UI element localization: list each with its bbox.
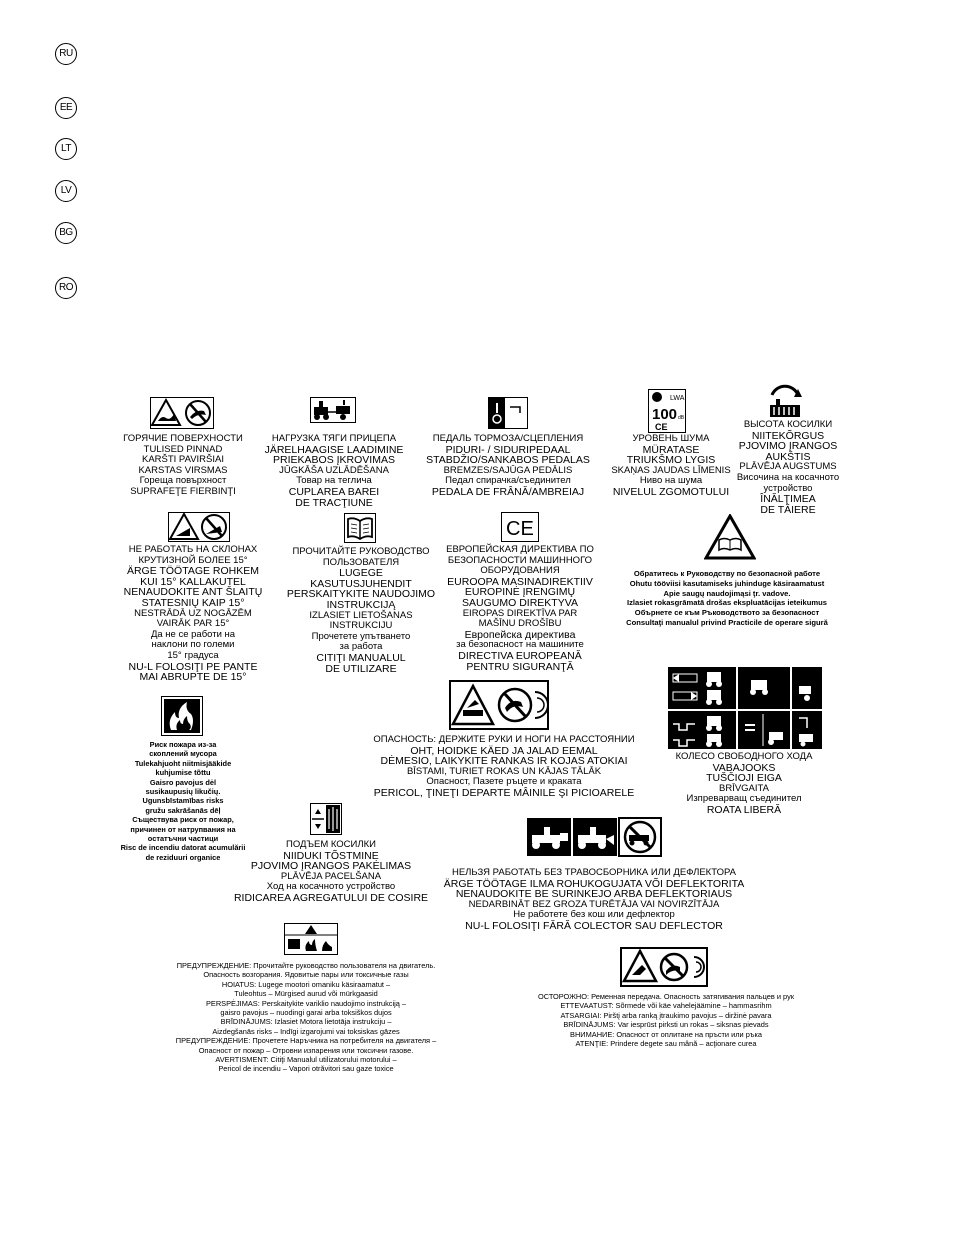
brake-clutch-pedal-label: ПЕДАЛЬ ТОРМОЗА/СЦЕПЛЕНИЯ PIDURI- / SIDURIPEDAAL STABDŽIO/SANKABOS PEDALAS BREMZES/SAJŪGA PEDĀLIS Педал спирачка/съединител PEDALA DE FRÂNĂ/AMBREIAJ bbox=[426, 433, 590, 498]
collector-deflector-icon bbox=[526, 817, 662, 857]
lang-badge-ru: RU bbox=[55, 43, 77, 65]
read-manual-icon bbox=[344, 513, 376, 543]
noise-level-icon bbox=[648, 389, 686, 433]
ce-mark-text: CE bbox=[506, 518, 534, 540]
collector-deflector-label: НЕЛЬЗЯ РАБОТАТЬ БЕЗ ТРАВОСБОРНИКА ИЛИ ДЕФЛЕКТОРА ÄRGE TÖÖTAGE ILMA ROHUKOGUJATA VÕI DEFLEKTORITA NENAUDOKITE BE SURINKEJO ARBA DEFLEKTORIAUS NEDARBINĀT BEZ GROZA TURĒTĀJA VAI NOVIRZĪTĀJA Не работете без кош или дефлектор NU-L FOLOSIŢI FĂRĂ COLECTOR SAU DEFLECTOR bbox=[443, 867, 745, 932]
noise-level-label: УРОВЕНЬ ШУМА MÜRATASE TRIUKŠMO LYGIS SKAŅAS JAUDAS LĪMENIS Ниво на шума NIVELUL ZGOMOTULUI bbox=[611, 433, 731, 498]
trailer-towing-icon bbox=[310, 397, 356, 423]
lang-badge-lt: LT bbox=[55, 138, 77, 160]
ce-directive-label: ЕВРОПЕЙСКАЯ ДИРЕКТИВА ПО БЕЗОПАСНОСТИ МАШИННОГО ОБОРУДОВАНИЯ EUROOPA MASINADIREKTIIV EUROPINĖ ĮRENGIMŲ SAUGUMO DIREKTYVA EIROPAS DIREKTĪVA PAR MAŠĪNU DROŠĪBU Европейска директива за безопасност на машините DIRECTIVA EUROPEANĂ PENTRU SIGURANŢĂ bbox=[446, 544, 594, 673]
noise-ce-text: CE bbox=[655, 422, 668, 432]
fire-risk-label: Риск пожара из-за скоплений мусора Tulekahjuoht niitmisjääkide kuhjumise tõttu Gaisro pavojus dėl susikaupusių likučių. Ugunsbīstamības risks gružu sakrāšanās dēļ Съществува риск от пожар, причинен от натрупвания на остатъчни частици Risc de incendiu datorat acumulării de reziduuri organice bbox=[120, 740, 246, 862]
slope-warning-icon bbox=[168, 512, 230, 542]
fire-risk-icon bbox=[161, 696, 203, 736]
cutter-lift-label: ПОДЪЕМ КОСИЛКИ NIIDUKI TÕSTMINE PJOVIMO ĮRANGOS PAKĖLIMAS PLĀVĒJA PACELŠANA Ход на косачното устройство RIDICAREA AGREGATULUI DE COSIRE bbox=[233, 839, 429, 904]
keep-hands-feet-away-icon bbox=[449, 680, 549, 730]
cutting-height-label: ВЫСОТА КОСИЛКИ NIITEKÕRGUS PJOVIMO ĮRANGOS AUKŠTIS PLĀVĒJA AUGSTUMS Височина на косачното устройство ÎNĂLŢIMEA DE TĂIERE bbox=[736, 419, 840, 516]
slopes-label: НЕ РАБОТАТЬ НА СКЛОНАХ КРУТИЗНОЙ БОЛЕЕ 15° ÄRGE TÖÖTAGE ROHKEM KUI 15° KALLAKUTEL NENAUDOKITE ANT ŠLAITŲ STATESNIŲ KAIP 15° NESTRĀDĀ UZ NOGĀZĒM VAIRĀK PAR 15° Да не се работи на наклони по големи 15° градуса NU-L FOLOSIŢI PE PANTE MAI ABRUPTE DE 15° bbox=[123, 544, 263, 684]
freewheel-icon bbox=[667, 666, 823, 750]
hot-surface-icon bbox=[150, 397, 214, 429]
engine-manual-warning-label: ПРЕДУПРЕЖДЕНИЕ: Прочитайте руководство пользователя на двигатель. Опасность возгорания. Ядовитые пары или токсичные газы HOIATUS: Lugege mootori omaniku käsiraamatut – Tuleohtus – Mürgised aurud või mürkgaasid PERSPĖJIMAS: Perskaitykite variklio naudojimo instrukciją – gaisro pavojus – nuodingi garai arba toksiškos dujos BRĪDINĀJUMS: Izlasiet Motora lietotāja instrukciju – Aizdegšanās risks – Indīgi izgarojumi vai toksiskas gāzes ПРЕДУПРЕЖДЕНИЕ: Прочетете Наръчника на потребителя на двигателя – Опасност от пожар – Отровни изпарения или токсични газове. AVERTISMENT: Citiţi Manualul utilizatorului motorului – Pericol de incendiu – Vapori otrăvitori sau gaze toxice bbox=[175, 961, 437, 1074]
safety-manual-label: Обратитесь к Руководству по безопасной работе Ohutu tööviisi kasutamiseks juhinduge käsiraamatust Apie saugų naudojimąsi ţr. vadove. Izlasiet rokasgrāmatā drošas ekspluatācijas ieteikumus Обърнете се към Ръководството за безопасност Consultaţi manualul privind Practicile de operare sigură bbox=[626, 569, 828, 627]
freewheel-label: КОЛЕСО СВОБОДНОГО ХОДА VABAJOOKS TUŠČIOJI EIGA BRĪVGAITA Изпреварващ съединител ROATA LIBERĂ bbox=[675, 751, 813, 816]
read-manual-label: ПРОЧИТАЙТЕ РУКОВОДСТВО ПОЛЬЗОВАТЕЛЯ LUGEGE KASUTUSJUHENDIT PERSKAITYKITE NAUDOJIMO INSTRUKCIJĄ IZLASIET LIETOŠANAS INSTRUKCIJU Прочетете упътването за работа CITIŢI MANUALUL DE UTILIZARE bbox=[286, 546, 436, 675]
noise-lwa-text: LWA bbox=[670, 395, 685, 402]
belt-entanglement-icon bbox=[620, 947, 708, 987]
lang-badge-ee: EE bbox=[55, 97, 77, 119]
safety-manual-warning-icon bbox=[704, 514, 756, 560]
keep-hands-feet-away-label: ОПАСНОСТЬ: ДЕРЖИТЕ РУКИ И НОГИ НА РАССТОЯНИИ OHT, HOIDKE KÄED JA JALAD EEMAL DĖMESIO, LAIKYKITE RANKAS IR KOJAS ATOKIAI BĪSTAMI, TURIET ROKAS UN KĀJAS TĀLĀK Опасност, Пазете ръцете и краката PERICOL, ŢINEŢI DEPARTE MÂINILE ŞI PICIOARELE bbox=[373, 734, 635, 799]
lang-badge-bg: BG bbox=[55, 222, 77, 244]
noise-value-text: 100 bbox=[652, 406, 678, 423]
lang-badge-lv: LV bbox=[55, 180, 77, 202]
cutting-height-icon bbox=[766, 383, 804, 419]
towing-label: НАГРУЗКА ТЯГИ ПРИЦЕПА JÄRELHAAGISE LAADIMINE PRIEKABOS ĮKROVIMAS JŪGKĀŠA UZLĀDĒŠANA Товар на теглича CUPLAREA BAREI DE TRACŢIUNE bbox=[264, 433, 404, 509]
noise-unit-text: dB bbox=[678, 415, 685, 421]
brake-pedal-icon bbox=[488, 397, 528, 429]
hot-surfaces-label: ГОРЯЧИЕ ПОВЕРХНОСТИ TULISED PINNAD KARŠTI PAVIRŠIAI KARSTAS VIRSMAS Гореща повърхност SUPRAFEŢE FIERBINŢI bbox=[123, 433, 243, 497]
lang-badge-ro: RO bbox=[55, 277, 77, 299]
engine-manual-warning-icon bbox=[284, 923, 338, 955]
cutter-lift-icon bbox=[310, 803, 342, 835]
ce-mark-icon bbox=[501, 512, 539, 542]
belt-entanglement-label: ОСТОРОЖНО: Ременная передача. Опасность затягивания пальцев и рук ETTEVAATUST: Sõrmede või käe vahelejäämine – hammasrihm ATSARGIAI: Pirštį arba ranką įtraukimo pavojus – diržinė pavara BRĪDINĀJUMS: Var iesprūst pirksti un rokas – siksnas pievads ВНИМАНИЕ: Опасност от оплитане на пръсти или ръка ATENŢIE: Prindere degete sau mână – acţionare curea bbox=[537, 992, 795, 1049]
